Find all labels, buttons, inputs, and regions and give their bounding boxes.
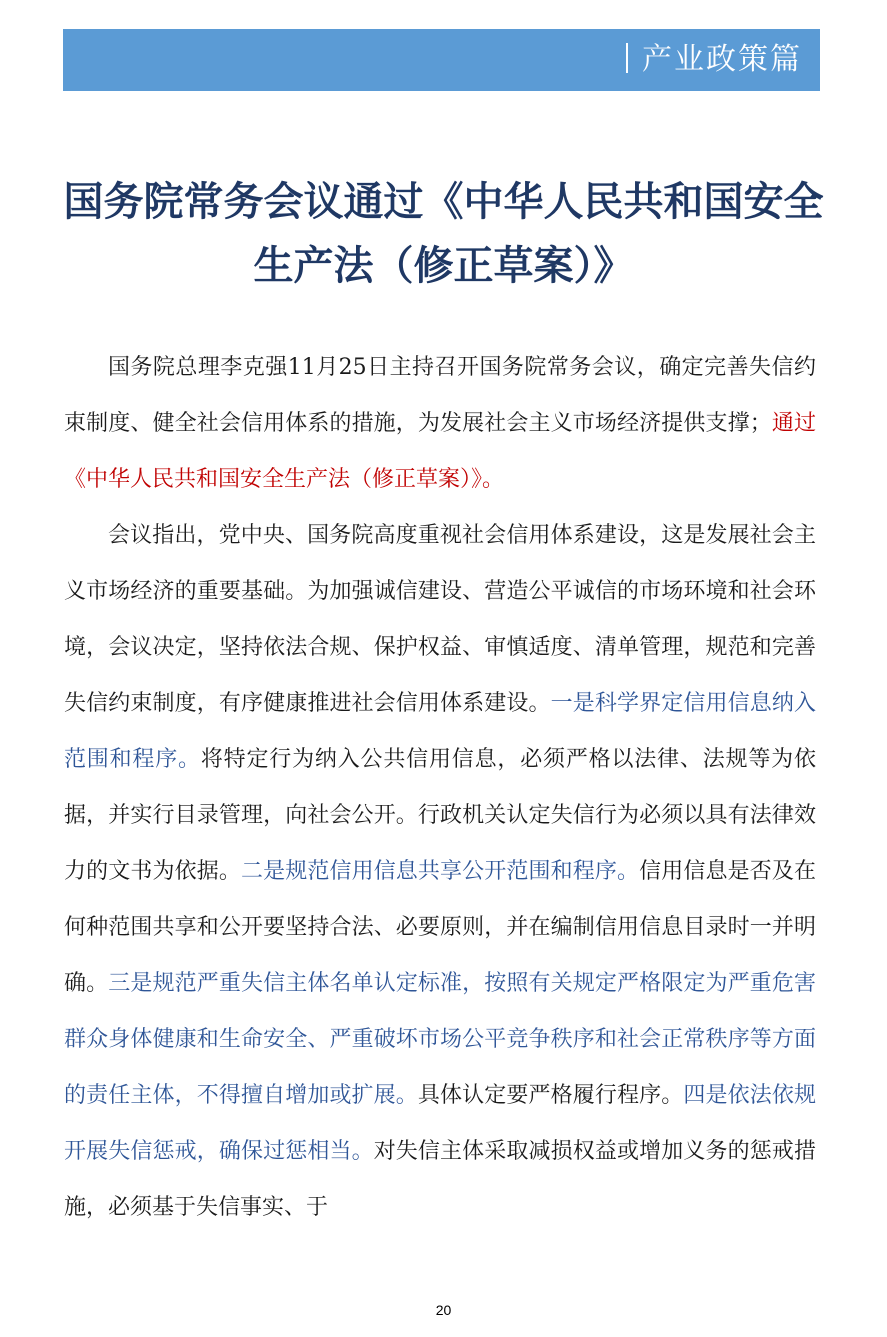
page-number: 20 [435,1302,452,1318]
paragraph-2-text-a: 将特定行为纳入公共信用信息，必须严格以法律、法规等为依据，并实行目录管理，向社会公开。行政机关认定失信行为必须以具有法律效力的文书为依据。 [64,747,816,884]
article-body [64,340,816,1236]
paragraph-1-text: 国务院总理李克强11月25日主持召开国务院常务会议，确定完善失信约束制度、健全社会信用体系的措施，为发展社会主义市场经济提供支撑； [64,355,816,436]
section-header-band [63,29,820,91]
paragraph-2 [64,508,816,1236]
section-label-text: 产业政策篇 [642,42,802,77]
highlight-point-one: 一是科学界定信用信息纳入范围和程序。 [64,691,816,772]
paragraph-2-text-c: 具体认定要严格履行程序。 [417,1083,684,1108]
section-header-label [626,29,802,91]
paragraph-2-text-d: 对失信主体采取减损权益或增加义务的惩戒措施，必须基于失信事实、于 [64,1139,816,1220]
highlight-point-two: 二是规范信用信息共享公开范围和程序。 [240,859,640,884]
highlight-red-law-passed: 通过《中华人民共和国安全生产法（修正草案）》。 [64,411,816,492]
highlight-point-three: 三是规范严重失信主体名单认定标准，按照有关规定严格限定为严重危害群众身体健康和生命安全、严重破坏市场公平竞争秩序和社会正常秩序等方面的责任主体，不得擅自增加或扩展。 [64,971,816,1108]
highlight-point-four: 四是依法依规开展失信惩戒，确保过惩相当。 [64,1083,816,1164]
header-divider-bar [626,43,628,73]
paragraph-2-intro: 会议指出，党中央、国务院高度重视社会信用体系建设，这是发展社会主义市场经济的重要基础。为加强诚信建设、营造公平诚信的市场环境和社会环境，会议决定，坚持依法合规、保护权益、审慎适度、清单管理，规范和完善失信约束制度，有序健康推进社会信用体系建设。 [64,523,816,716]
paragraph-2-text-b: 信用信息是否及在何种范围共享和公开要坚持合法、必要原则，并在编制信用信息目录时一并明确。 [64,859,816,996]
article-title: 国务院常务会议通过《中华人民共和国安全生产法（修正草案）》 [63,179,824,289]
paragraph-1 [64,340,816,508]
